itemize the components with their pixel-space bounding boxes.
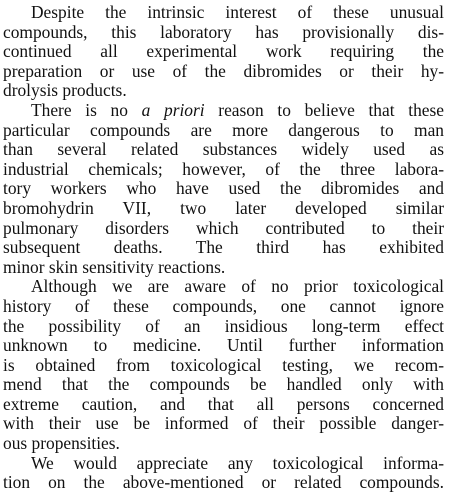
text-line-with-italic xyxy=(3,101,444,121)
text-line: industrial chemicals; however, of the three labora- xyxy=(3,158,444,179)
text-line: is obtained from toxicological testing, we recom- xyxy=(3,354,444,375)
italic-phrase: a priori xyxy=(141,99,205,120)
text-line: unknown to medicine. Until further information xyxy=(3,335,444,356)
text-line: preparation or use of the dibromides or their hy- xyxy=(3,60,444,81)
text-line: history of these compounds, one cannot ignore xyxy=(3,295,444,316)
text-line: pulmonary disorders which contributed to their xyxy=(3,217,444,238)
text-line: We would appreciate any toxicological informa- xyxy=(31,452,444,473)
text-line: ous propensities. xyxy=(3,433,120,454)
text-line: Although we are aware of no prior toxicological xyxy=(31,276,444,297)
body-text xyxy=(3,3,444,493)
text-line: tory workers who have used the dibromides and xyxy=(3,178,444,199)
paragraph-2 xyxy=(3,101,444,277)
text-line: continued all experimental work requiring the xyxy=(3,41,444,62)
text-line: particular compounds are more dangerous to man xyxy=(3,119,444,140)
text-line: than several related substances widely used as xyxy=(3,139,444,160)
text-line: subsequent deaths. The third has exhibited xyxy=(3,237,444,258)
text-line: extreme caution, and that all persons concerned xyxy=(3,393,444,414)
text-line: bromohydrin VII, two later developed similar xyxy=(3,197,444,218)
text-line: minor skin sensitivity reactions. xyxy=(3,256,226,277)
paragraph-4 xyxy=(3,454,444,493)
paragraph-1 xyxy=(3,3,444,101)
text-line: tion on the above-mentioned or related compounds. xyxy=(3,472,444,493)
paragraph-3 xyxy=(3,277,444,453)
text-line: the possibility of an insidious long-term effect xyxy=(3,315,444,336)
text-line: compounds, this laboratory has provisionally dis- xyxy=(3,21,444,42)
text-run: reason to believe that these xyxy=(204,99,444,120)
text-line: drolysis products. xyxy=(3,80,127,101)
text-run: There is no xyxy=(31,99,142,120)
text-line: mend that the compounds be handled only with xyxy=(3,374,444,395)
text-line: with their use be informed of their possible danger- xyxy=(3,413,444,434)
text-line: Despite the intrinsic interest of these unusual xyxy=(31,2,444,22)
